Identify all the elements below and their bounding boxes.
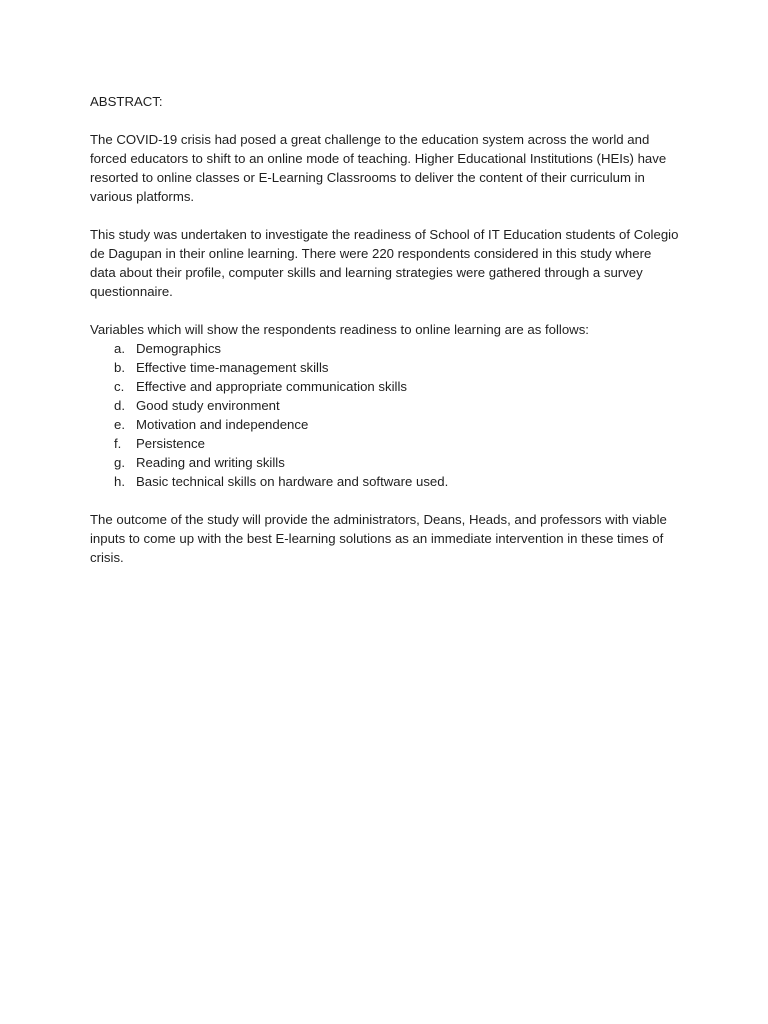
list-item xyxy=(90,415,680,434)
list-item xyxy=(90,339,680,358)
list-item-text: Basic technical skills on hardware and software used. xyxy=(136,474,449,489)
list-marker: f. xyxy=(114,436,122,451)
list-item xyxy=(90,396,680,415)
list-marker: c. xyxy=(114,379,125,394)
document-page xyxy=(90,92,680,586)
paragraph-outcome: The outcome of the study will provide the administrators, Deans, Heads, and professors with viable inputs to come up with the best E-learning solutions as an immediate intervention in these times of crisis. xyxy=(90,512,667,565)
variables-list xyxy=(90,339,680,491)
list-item-text: Persistence xyxy=(136,436,205,451)
paragraph-study-description: This study was undertaken to investigate the readiness of School of IT Education students of Colegio de Dagupan in their online learning. There were 220 respondents considered in this study where data about their profile, computer skills and learning strategies were gathered through a survey questionnaire. xyxy=(90,227,679,299)
list-marker: h. xyxy=(114,474,125,489)
list-item xyxy=(90,358,680,377)
list-item-text: Reading and writing skills xyxy=(136,455,285,470)
list-marker: g. xyxy=(114,455,125,470)
list-item xyxy=(90,472,680,491)
list-marker: e. xyxy=(114,417,125,432)
list-item-text: Demographics xyxy=(136,341,222,356)
list-item xyxy=(90,377,680,396)
list-item xyxy=(90,453,680,472)
list-item-text: Effective and appropriate communication skills xyxy=(136,379,407,394)
list-item xyxy=(90,434,680,453)
list-marker: a. xyxy=(114,341,125,356)
list-marker: d. xyxy=(114,398,125,413)
list-item-text: Good study environment xyxy=(136,398,280,413)
list-marker: b. xyxy=(114,360,125,375)
list-item-text: Effective time-management skills xyxy=(136,360,329,375)
abstract-heading: ABSTRACT: xyxy=(90,94,163,109)
list-item-text: Motivation and independence xyxy=(136,417,309,432)
paragraph-variables-intro: Variables which will show the respondents readiness to online learning are as follows: xyxy=(90,322,589,337)
paragraph-covid-context: The COVID-19 crisis had posed a great challenge to the education system across the world and forced educators to shift to an online mode of teaching. Higher Educational Institutions (HEIs) have resorted to online classes or E-Learning Classrooms to deliver the content of their curriculum in various platforms. xyxy=(90,132,667,204)
